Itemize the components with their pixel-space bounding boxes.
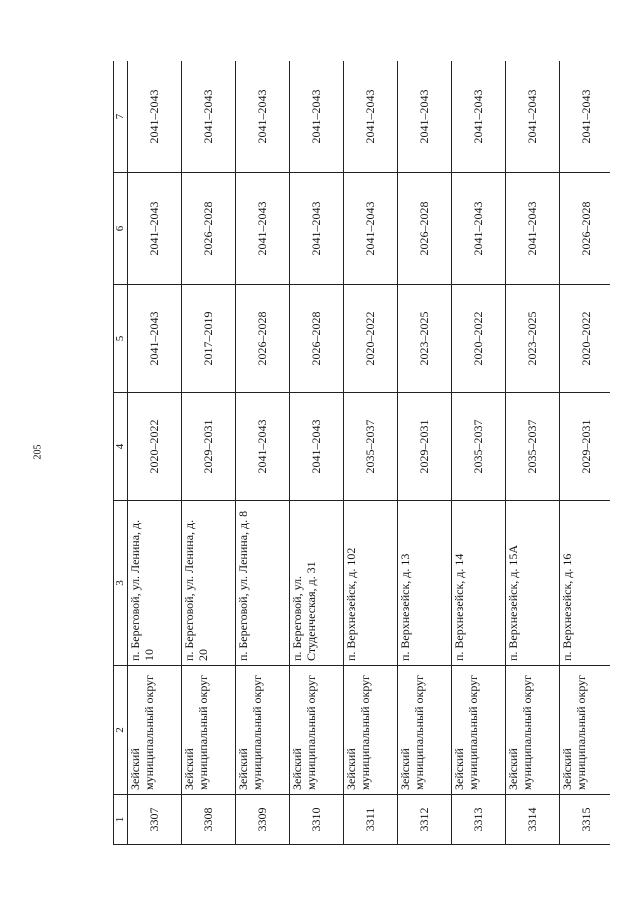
district-cell: Зейский муниципальный округ [128,666,182,795]
header-col-4: 4 [114,393,128,501]
period-col-4: 2029–2031 [182,393,236,501]
period-col-5: 2020–2022 [344,285,398,393]
row-number: 3313 [452,795,506,845]
period-col-6: 2041–2043 [290,173,344,285]
period-col-5: 2026–2028 [236,285,290,393]
period-col-4: 2035–2037 [452,393,506,501]
row-number: 3310 [290,795,344,845]
period-col-4: 2035–2037 [506,393,560,501]
period-col-7: 2041–2043 [452,61,506,173]
address-cell: п. Верхнезейск, д. 102 [344,501,398,666]
address-cell: п. Береговой, ул. Ленина, д. 20 [182,501,236,666]
header-row [114,61,128,845]
period-col-6: 2026–2028 [560,173,611,285]
district-cell: Зейский муниципальный округ [452,666,506,795]
table-row [290,61,344,845]
header-col-6: 6 [114,173,128,285]
period-col-6: 2041–2043 [452,173,506,285]
period-col-6: 2041–2043 [506,173,560,285]
period-col-7: 2041–2043 [182,61,236,173]
period-col-4: 2020–2022 [128,393,182,501]
district-cell: Зейский муниципальный округ [344,666,398,795]
row-number: 3309 [236,795,290,845]
period-col-5: 2026–2028 [290,285,344,393]
table-row [452,61,506,845]
table-row [236,61,290,845]
period-col-6: 2041–2043 [344,173,398,285]
period-col-7: 2041–2043 [560,61,611,173]
period-col-7: 2041–2043 [398,61,452,173]
period-col-4: 2041–2043 [236,393,290,501]
table-row [128,61,182,845]
period-col-7: 2041–2043 [128,61,182,173]
period-col-5: 2023–2025 [398,285,452,393]
period-col-5: 2020–2022 [560,285,611,393]
period-col-6: 2041–2043 [128,173,182,285]
address-cell: п. Верхнезейск, д. 15А [506,501,560,666]
row-number: 3312 [398,795,452,845]
row-number: 3308 [182,795,236,845]
district-cell: Зейский муниципальный округ [236,666,290,795]
header-col-5: 5 [114,285,128,393]
header-col-7: 7 [114,61,128,173]
period-col-5: 2017–2019 [182,285,236,393]
table-row [506,61,560,845]
period-col-4: 2029–2031 [398,393,452,501]
row-number: 3307 [128,795,182,845]
address-cell: п. Береговой, ул. Ленина, д. 8 [236,501,290,666]
row-number: 3314 [506,795,560,845]
table-row [560,61,611,845]
address-cell: п. Береговой, ул. Ленина, д. 10 [128,501,182,666]
header-col-1: 1 [114,795,128,845]
period-col-4: 2035–2037 [344,393,398,501]
address-cell: п. Верхнезейск, д. 16 [560,501,611,666]
table-row [182,61,236,845]
district-cell: Зейский муниципальный округ [506,666,560,795]
period-col-7: 2041–2043 [290,61,344,173]
header-col-3: 3 [114,501,128,666]
period-col-6: 2026–2028 [182,173,236,285]
period-col-5: 2020–2022 [452,285,506,393]
table-row [344,61,398,845]
period-col-4: 2029–2031 [560,393,611,501]
row-number: 3315 [560,795,611,845]
period-col-6: 2026–2028 [398,173,452,285]
period-col-7: 2041–2043 [506,61,560,173]
address-cell: п. Верхнезейск, д. 13 [398,501,452,666]
table-container [113,61,610,845]
period-col-7: 2041–2043 [236,61,290,173]
table-row [398,61,452,845]
row-number: 3311 [344,795,398,845]
district-cell: Зейский муниципальный округ [398,666,452,795]
page-number: 205 [32,444,44,460]
period-col-5: 2023–2025 [506,285,560,393]
period-col-4: 2041–2043 [290,393,344,501]
district-cell: Зейский муниципальный округ [560,666,611,795]
period-col-7: 2041–2043 [344,61,398,173]
district-cell: Зейский муниципальный округ [290,666,344,795]
address-cell: п. Верхнезейск, д. 14 [452,501,506,666]
period-col-6: 2041–2043 [236,173,290,285]
address-cell: п. Береговой, ул. Студенческая, д. 31 [290,501,344,666]
period-col-5: 2041–2043 [128,285,182,393]
housing-schedule-table [113,61,610,845]
header-col-2: 2 [114,666,128,795]
district-cell: Зейский муниципальный округ [182,666,236,795]
